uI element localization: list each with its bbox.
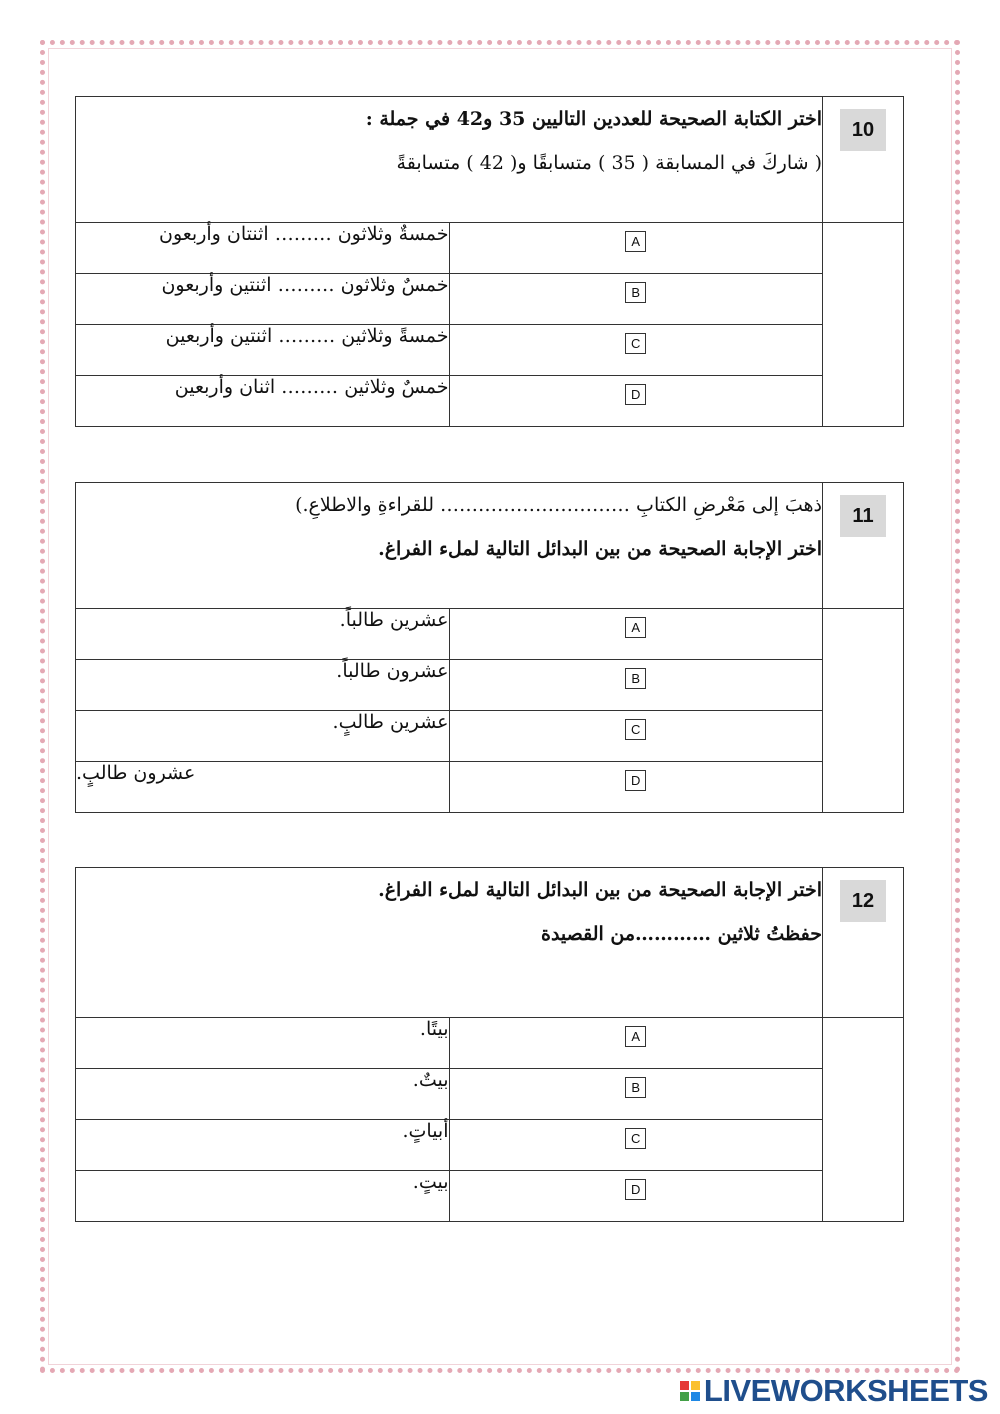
question-number: 12	[840, 880, 886, 922]
question-number: 10	[840, 109, 886, 151]
question-12	[75, 867, 904, 1222]
option-text[interactable]: بيتٌ.	[76, 1069, 450, 1120]
question-line: حفظتُ ثلاثين …………من القصيدة	[540, 923, 822, 945]
option-a[interactable]	[76, 1018, 904, 1069]
option-text[interactable]: خمسةً وثلاثين ……… اثنتين وأربعين	[76, 325, 450, 376]
question-line: اختر الإجابة الصحيحة من بين البدائل التالية لملء الفراغ.	[378, 538, 822, 560]
liveworksheets-logo[interactable]	[680, 1373, 988, 1408]
option-text[interactable]: بيتٍ.	[76, 1171, 450, 1222]
question-line: ( شاركَ في المسابقة ( 35 ) متسابقًا و( 42 ) متسابقةً	[396, 152, 822, 174]
question-10	[75, 96, 904, 427]
option-d[interactable]	[76, 762, 904, 813]
question-prompt	[76, 868, 823, 1018]
question-line: ذهبَ إلى مَعْرضِ الكتابِ ………………………… للقراءةِ والاطلاعِ.)	[295, 494, 822, 516]
option-a[interactable]	[76, 609, 904, 660]
question-11	[75, 482, 904, 813]
option-a[interactable]	[76, 223, 904, 274]
option-letter[interactable]: A	[625, 231, 646, 252]
option-c[interactable]	[76, 1120, 904, 1171]
option-letter[interactable]: C	[625, 719, 646, 740]
brand-name: LIVEWORKSHEETS	[703, 1373, 988, 1408]
logo-square	[680, 1381, 689, 1390]
question-prompt	[76, 97, 823, 223]
question-prompt	[76, 483, 823, 609]
logo-square	[680, 1392, 689, 1401]
logo-grid-icon	[680, 1381, 700, 1401]
option-b[interactable]	[76, 274, 904, 325]
question-line: اختر الإجابة الصحيحة من بين البدائل التالية لملء الفراغ.	[378, 879, 822, 901]
option-text[interactable]: خمسٌ وثلاثين ……… اثنان وأربعين	[76, 376, 450, 427]
option-letter[interactable]: A	[625, 1026, 646, 1047]
option-letter[interactable]: D	[625, 1179, 646, 1200]
option-text[interactable]: خمسٌ وثلاثون ……… اثنتين وأربعون	[76, 274, 450, 325]
question-number: 11	[840, 495, 886, 537]
option-letter[interactable]: C	[625, 333, 646, 354]
option-text[interactable]: عشرين طالباً.	[76, 609, 450, 660]
option-text[interactable]: عشرون طالباً.	[76, 660, 450, 711]
option-letter[interactable]: A	[625, 617, 646, 638]
logo-square	[691, 1392, 700, 1401]
option-c[interactable]	[76, 325, 904, 376]
logo-square	[691, 1381, 700, 1390]
option-text[interactable]: خمسةٌ وثلاثون ……… اثنتان وأربعون	[76, 223, 450, 274]
option-letter[interactable]: C	[625, 1128, 646, 1149]
option-letter[interactable]: B	[625, 668, 646, 689]
option-d[interactable]	[76, 376, 904, 427]
option-letter[interactable]: D	[625, 384, 646, 405]
option-b[interactable]	[76, 660, 904, 711]
option-d[interactable]	[76, 1171, 904, 1222]
question-line: اختر الكتابة الصحيحة للعددين التاليين 35 و42 في جملة :	[365, 108, 822, 130]
option-text[interactable]: عشرون طالبٍ.	[76, 762, 450, 813]
option-letter[interactable]: B	[625, 282, 646, 303]
option-b[interactable]	[76, 1069, 904, 1120]
option-text[interactable]: أبياتٍ.	[76, 1120, 450, 1171]
option-text[interactable]: بيتًا.	[76, 1018, 450, 1069]
option-letter[interactable]: B	[625, 1077, 646, 1098]
option-letter[interactable]: D	[625, 770, 646, 791]
option-text[interactable]: عشرين طالبٍ.	[76, 711, 450, 762]
option-c[interactable]	[76, 711, 904, 762]
